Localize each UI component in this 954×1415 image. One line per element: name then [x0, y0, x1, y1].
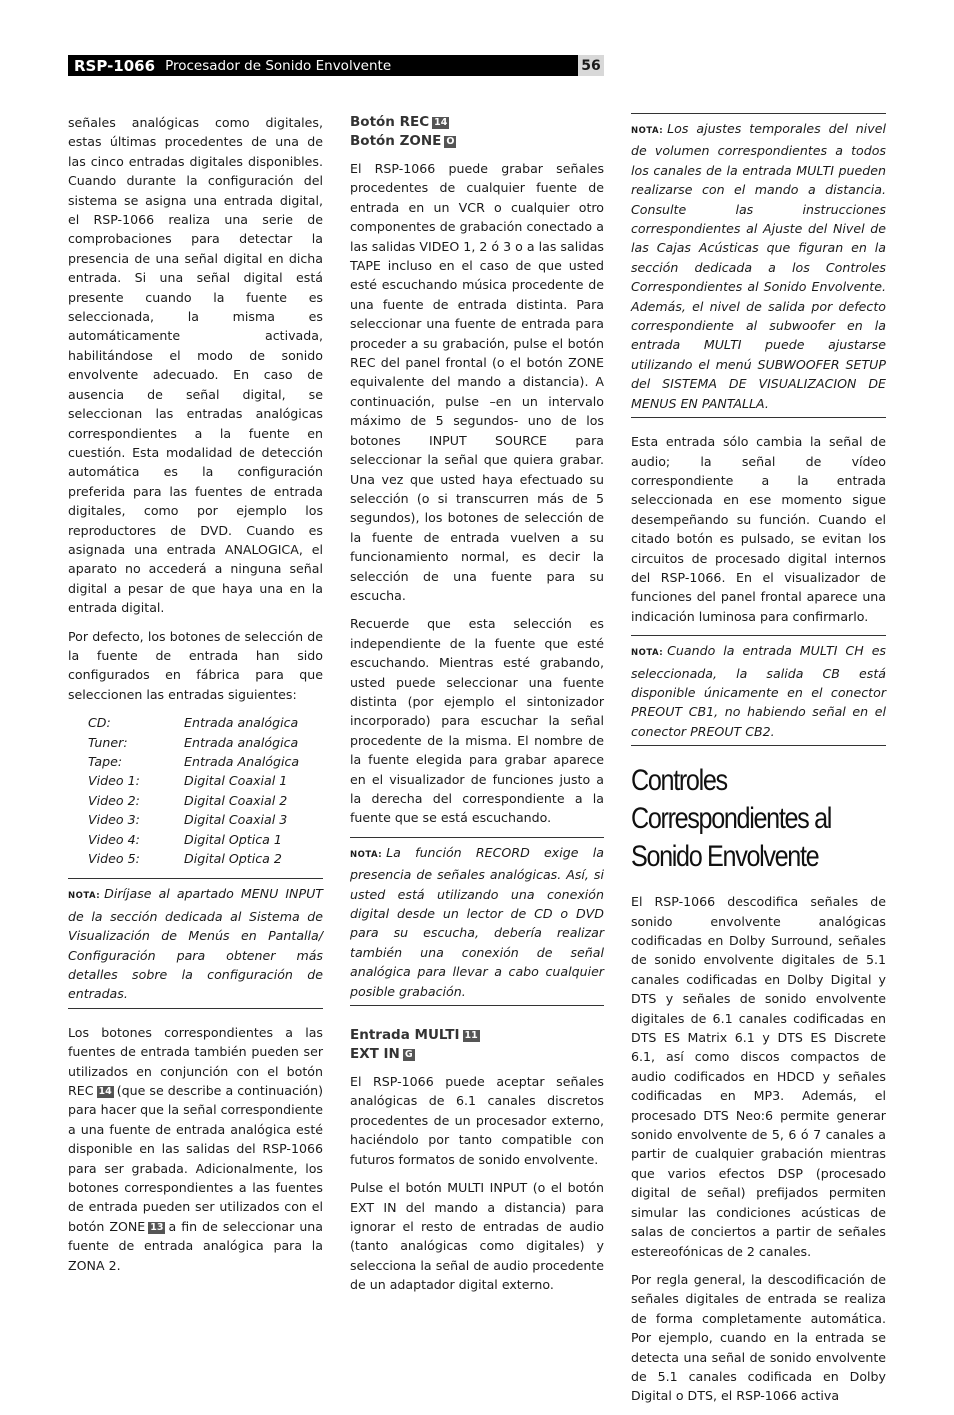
note-box — [68, 878, 323, 1008]
note-box — [350, 837, 604, 1006]
list-input: Entrada analógica — [184, 734, 299, 750]
note-text: Los ajustes temporales del nivel de volumen correspondientes a todos los canales de la entrada MULTI pueden realizarse con el mando a distancia. Consulte las instrucciones correspondientes al Ajuste del Nivel de las Cajas Acústicas que figuran en la sección dedicada a los Controles Correspondientes al Sonido Envolvente. Además, el nivel de salida por defecto correspondiente al subwoofer en la entrada MULTI puede ajustarse utilizando el menú SUBWOOFER SETUP del SISTEMA DE VISUALIZACION DE MENUS EN PANTALLA. — [631, 121, 886, 411]
paragraph — [68, 1023, 323, 1275]
subheading — [350, 1026, 604, 1045]
header-title: Procesador de Sonido Envolvente — [165, 57, 392, 74]
list-input: Digital Coaxial 2 — [184, 792, 288, 808]
list-source: Video 5: — [88, 850, 140, 866]
column-1 — [68, 113, 323, 1284]
list-item — [88, 810, 323, 829]
subheading-text: Botón REC — [350, 114, 430, 130]
list-item — [88, 752, 323, 771]
list-input: Digital Optica 2 — [184, 850, 282, 866]
key-badge: 14 — [434, 117, 448, 128]
list-item — [88, 733, 323, 752]
page-header — [68, 55, 578, 76]
list-source: Video 3: — [88, 812, 140, 828]
paragraph: Pulse el botón MULTI INPUT (o el botón EXT IN del mando a distancia) para ignorar el resto de entradas de audio (tanto analógicas como digitales) y selecciona la señal de audio procedente de un adaptador digital externo. — [350, 1180, 604, 1293]
paragraph: señales analógicas como digitales, estas últimas procedentes de una de las cinco entradas digitales disponibles. Cuando durante la configuración del sistema se asigna una entrada digital, el RSP-1066 realiza una serie de comprobaciones para detectar la presencia de una señal digital en dicha entrada. Si una señal digital está presente cuando la fuente es seleccionada, la misma es automáticamente activada, habilitándose el modo de sonido envolvente adecuado. En caso de ausencia de señal digital, se seleccionan las entradas analógicas correspondientes a la fuente en cuestión. Esta modalidad de detección automática es la configuración preferida para las fuentes de entrada digitales, como por ejemplo los reproductores de DVD. Cuando es asignada una entrada ANALOGICA, el aparato no accederá a ninguna señal digital a pesar de que haya una en la entrada digital. — [68, 115, 323, 616]
note-text: La función RECORD exige la presencia de señales analógicas. Así, si usted está utilizando una conexión digital desde un lector de CD o DVD para su escucha, debería realizar también una conexión de señal analógica para llevar a cabo cualquier posible grabación. — [350, 844, 604, 999]
page-number: 56 — [578, 55, 604, 76]
note-text: Diríjase al apartado MENU INPUT de la sección dedicada al Sistema de Visualización de Menús en Pantalla/ Configuración para obtener más detalles sobre la configuración de entradas. — [68, 886, 323, 1002]
key-badge: G — [404, 1049, 413, 1061]
list-item — [88, 791, 323, 810]
list-source: Video 2: — [88, 792, 140, 808]
list-item — [88, 830, 323, 849]
paragraph-text: a fin de seleccionar una fuente de entrada analógica para la ZONA 2. — [68, 1218, 323, 1273]
paragraph: Recuerde que esta selección es independiente de la fuente que esté escuchando. Mientras esté grabando, usted puede seleccionar una fuente distinta (por ejemplo el sintonizador incorporado) para escuchar la señal procedente de la misma. El nombre de la fuente elegida para grabar aparece en el visualizador de funciones justo a la derecha del correspondiente a la fuente que se está escuchando. — [350, 616, 604, 826]
key-badge: 13 — [150, 1221, 164, 1233]
column-3 — [631, 113, 886, 1415]
subheading — [350, 132, 604, 151]
paragraph: Por regla general, la descodificación de señales digitales de entrada se realiza de forma completamente automática. Por ejemplo, cuando en la entrada se detecta una señal de sonido envolvente de 5.1 canales codificada en Dolby Digital o DTS, el RSP-1066 activa — [631, 1271, 886, 1404]
section-heading: Controles Correspondientes al Sonido Envolvente — [631, 764, 831, 874]
subheading — [350, 1045, 604, 1064]
paragraph: El RSP-1066 puede aceptar señales analógicas de 6.1 canales discretos procedentes de un procesador externo, haciéndolo por tanto compatible con futuros formatos de sonido envolvente. — [350, 1074, 604, 1167]
subheading-text: EXT IN — [350, 1046, 400, 1063]
note-label: NOTA: — [631, 126, 664, 136]
note-label: NOTA: — [350, 849, 383, 860]
note-box — [631, 113, 886, 418]
list-source: Video 4: — [88, 831, 140, 847]
subheading-text: Entrada MULTI — [350, 1027, 460, 1044]
paragraph: El RSP-1066 descodifica señales de sonido envolvente analógicas codificadas en Dolby Surround, señales de sonido envolvente digitales de 5.1 canales codificadas en Dolby Digital y DTS y señales de sonido envolvente digitales de 6.1 canales codificadas en DTS ES Matrix 6.1 y DTS ES Discrete 6.1, así como discos compactos de audio codificados en HDCD y señales codificadas en MP3. Además, el procesado DTS Neo:6 permite generar sonido envolvente de 5, 6 ó 7 canales a partir de cualquier grabación mientras que varios efectos DSP (procesado digital de señal) prefijados permiten simular las condiciones acústicas de salas de conciertos a partir de señales estereofónicas de 2 canales. — [631, 894, 886, 1259]
paragraph: El RSP-1066 puede grabar señales procedentes de cualquier fuente de entrada en un VCR o cualquier otro componentes de grabación conectado a las salidas VIDEO 1, 2 ó 3 o a las salidas TAPE incluso en el caso de que usted esté escuchando música procedente de una fuente de entrada distinta. Para seleccionar una fuente de entrada para proceder a su grabación, pulse el botón REC del panel frontal (o el botón ZONE equivalente del mando a distancia). A continuación, pulse –en un intervalo máximo de 5 segundos- uno de los botones INPUT SOURCE para seleccionar la señal que quiera grabar. Una vez que usted haya efectuado su selección (o si transcurren más de 5 segundos), los botones de selección de la fuente de entrada vuelven a su funcionamiento normal, es decir la selección de una fuente para su escucha. — [350, 161, 604, 603]
list-input: Digital Coaxial 3 — [184, 812, 288, 828]
list-source: CD: — [88, 715, 111, 731]
paragraph: Por defecto, los botones de selección de la fuente de entrada han sido configurados en fábrica para que seleccionen las entradas siguientes: — [68, 628, 323, 702]
list-input: Entrada analógica — [184, 715, 299, 731]
list-item — [88, 771, 323, 790]
paragraph-text: (que se describe a continuación) para hacer que la señal correspondiente a una fuente de entrada analógica esté disponible en las salidas del RSP-1066 para ser grabada. Adicionalmente, los botones correspondientes a las fuentes de entrada pueden ser utilizados con el botón ZONE — [68, 1082, 324, 1234]
list-source: Tuner: — [88, 734, 128, 750]
list-input: Digital Optica 1 — [184, 831, 282, 847]
note-text: Cuando la entrada MULTI CH es seleccionada, la salida CB está disponible únicamente en el conector PREOUT CB1, no habiendo señal en el conector PREOUT CB2. — [631, 643, 886, 739]
list-item — [88, 713, 323, 732]
subheading-text: Botón ZONE — [350, 133, 442, 149]
column-2 — [350, 113, 604, 1304]
subheading — [350, 113, 604, 132]
list-source: Video 1: — [88, 773, 140, 789]
list-input: Entrada Analógica — [184, 753, 300, 769]
key-badge: 11 — [464, 1030, 478, 1042]
header-model: RSP-1066 — [74, 56, 156, 75]
paragraph-text: Los botones correspondientes a las fuentes de entrada también pueden ser utilizados en conjunción con el botón REC — [68, 1024, 323, 1098]
key-badge: 14 — [98, 1085, 112, 1097]
key-badge: O — [446, 136, 455, 147]
default-inputs-list — [88, 713, 323, 868]
list-input: Digital Coaxial 1 — [184, 773, 288, 789]
note-box — [631, 635, 886, 746]
list-item — [88, 849, 323, 868]
note-label: NOTA: — [631, 648, 664, 659]
list-source: Tape: — [88, 753, 123, 769]
paragraph: Esta entrada sólo cambia la señal de audio; la señal de vídeo correspondiente a la entrada seleccionada en ese momento sigue desempeñando su función. Cuando el citado botón es pulsado, se evitan los circuitos de procesado digital internos del RSP-1066. En el visualizador de funciones del panel frontal aparece una indicación luminosa para confirmarlo. — [631, 434, 886, 624]
note-label: NOTA: — [68, 891, 101, 902]
